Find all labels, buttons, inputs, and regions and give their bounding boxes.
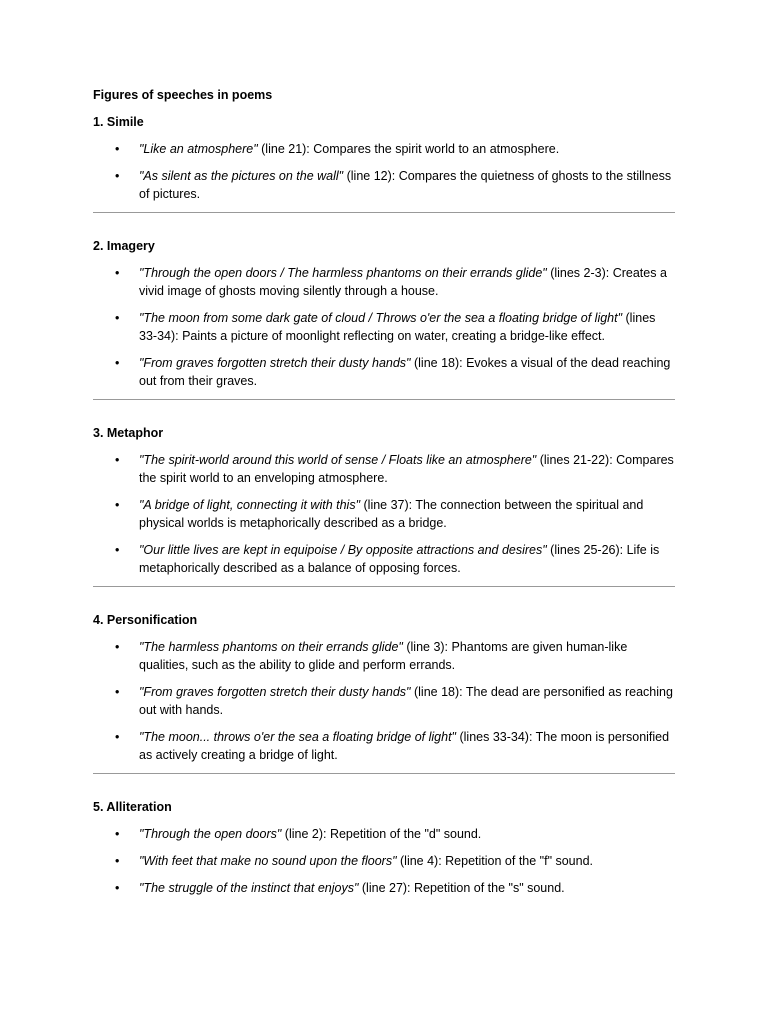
bullet-list bbox=[93, 264, 675, 390]
explanation-text: (lines 21-22): Compares the spirit world to an enveloping atmosphere. bbox=[139, 453, 674, 485]
section-divider bbox=[93, 399, 675, 400]
list-item bbox=[93, 167, 675, 203]
quote-text: "As silent as the pictures on the wall" bbox=[139, 169, 344, 183]
bullet-icon: • bbox=[115, 685, 120, 699]
quote-text: "Like an atmosphere" bbox=[139, 142, 258, 156]
quote-text: "The spirit-world around this world of sense / Floats like an atmosphere" bbox=[139, 453, 537, 467]
section-divider bbox=[93, 212, 675, 213]
section-heading: 2. Imagery bbox=[93, 239, 155, 253]
bullet-list bbox=[93, 451, 675, 577]
explanation-text: (line 21): Compares the spirit world to an atmosphere. bbox=[257, 142, 560, 156]
bullet-icon: • bbox=[115, 827, 120, 841]
section-personification bbox=[93, 611, 675, 774]
list-item bbox=[93, 309, 675, 345]
bullet-icon: • bbox=[115, 543, 120, 557]
quote-text: "The moon... throws o'er the sea a floating bridge of light" bbox=[139, 730, 456, 744]
quote-text: "From graves forgotten stretch their dusty hands" bbox=[139, 356, 411, 370]
bullet-icon: • bbox=[115, 730, 120, 744]
explanation-text: (line 18): Evokes a visual of the dead reaching out from their graves. bbox=[139, 356, 671, 388]
quote-text: "The harmless phantoms on their errands glide" bbox=[139, 640, 403, 654]
quote-text: "The moon from some dark gate of cloud / Throws o'er the sea a floating bridge of light" bbox=[139, 311, 623, 325]
list-item bbox=[93, 264, 675, 300]
section-imagery bbox=[93, 237, 675, 400]
quote-text: "Through the open doors" bbox=[139, 827, 282, 841]
list-item bbox=[93, 496, 675, 532]
explanation-text: (line 27): Repetition of the "s" sound. bbox=[358, 881, 565, 895]
quote-text: "The struggle of the instinct that enjoys" bbox=[139, 881, 359, 895]
bullet-icon: • bbox=[115, 881, 120, 895]
section-simile bbox=[93, 113, 675, 213]
section-heading: 5. Alliteration bbox=[93, 800, 172, 814]
section-heading: 3. Metaphor bbox=[93, 426, 164, 440]
section-heading: 4. Personification bbox=[93, 613, 198, 627]
section-divider bbox=[93, 586, 675, 587]
document-body bbox=[93, 86, 675, 906]
bullet-list bbox=[93, 140, 675, 203]
section-metaphor bbox=[93, 424, 675, 587]
list-item bbox=[93, 852, 675, 870]
quote-text: "From graves forgotten stretch their dusty hands" bbox=[139, 685, 411, 699]
bullet-icon: • bbox=[115, 356, 120, 370]
section-heading: 1. Simile bbox=[93, 115, 144, 129]
bullet-list bbox=[93, 638, 675, 764]
list-item bbox=[93, 683, 675, 719]
list-item bbox=[93, 451, 675, 487]
document-title: Figures of speeches in poems bbox=[93, 88, 273, 102]
bullet-icon: • bbox=[115, 311, 120, 325]
list-item bbox=[93, 354, 675, 390]
quote-text: "A bridge of light, connecting it with this" bbox=[139, 498, 361, 512]
bullet-icon: • bbox=[115, 498, 120, 512]
explanation-text: (lines 33-34): The moon is personified as actively creating a bridge of light. bbox=[139, 730, 670, 762]
list-item bbox=[93, 638, 675, 674]
quote-text: "Our little lives are kept in equipoise / By opposite attractions and desires" bbox=[139, 543, 547, 557]
bullet-icon: • bbox=[115, 169, 120, 183]
explanation-text: (line 18): The dead are personified as reaching out with hands. bbox=[139, 685, 673, 717]
bullet-icon: • bbox=[115, 453, 120, 467]
explanation-text: (lines 33-34): Paints a picture of moonlight reflecting on water, creating a bridge-like effect. bbox=[139, 311, 656, 343]
list-item bbox=[93, 825, 675, 843]
list-item bbox=[93, 728, 675, 764]
list-item bbox=[93, 879, 675, 897]
section-alliteration bbox=[93, 798, 675, 897]
explanation-text: (line 4): Repetition of the "f" sound. bbox=[396, 854, 594, 868]
quote-text: "With feet that make no sound upon the floors" bbox=[139, 854, 397, 868]
bullet-icon: • bbox=[115, 266, 120, 280]
explanation-text: (lines 2-3): Creates a vivid image of ghosts moving silently through a house. bbox=[139, 266, 667, 298]
bullet-list bbox=[93, 825, 675, 897]
explanation-text: (line 37): The connection between the spiritual and physical worlds is metaphorically described as a bridge. bbox=[139, 498, 644, 530]
list-item bbox=[93, 541, 675, 577]
explanation-text: (line 2): Repetition of the "d" sound. bbox=[281, 827, 482, 841]
list-item bbox=[93, 140, 675, 158]
bullet-icon: • bbox=[115, 854, 120, 868]
explanation-text: (line 12): Compares the quietness of ghosts to the stillness of pictures. bbox=[139, 169, 672, 201]
quote-text: "Through the open doors / The harmless phantoms on their errands glide" bbox=[139, 266, 547, 280]
bullet-icon: • bbox=[115, 142, 120, 156]
explanation-text: (line 3): Phantoms are given human-like qualities, such as the ability to glide and perform errands. bbox=[139, 640, 628, 672]
section-divider bbox=[93, 773, 675, 774]
explanation-text: (lines 25-26): Life is metaphorically described as a balance of opposing forces. bbox=[139, 543, 660, 575]
bullet-icon: • bbox=[115, 640, 120, 654]
